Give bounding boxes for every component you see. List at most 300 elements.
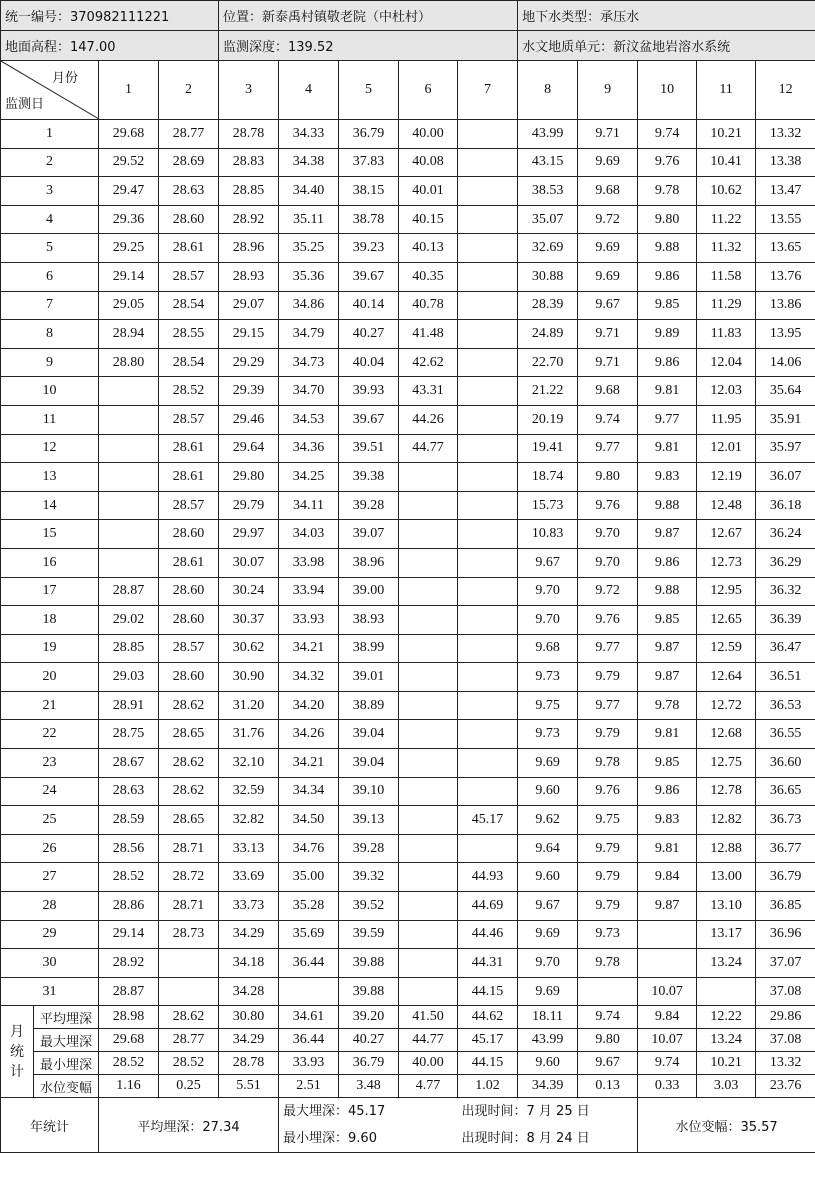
depth-value-cell: 38.53: [518, 177, 578, 206]
depth-value-cell: 38.93: [339, 606, 399, 635]
depth-value-cell: [458, 262, 518, 291]
depth-value-cell: 29.14: [99, 920, 159, 949]
yearly-occurrence-times: [458, 1098, 638, 1153]
depth-value-cell: 9.70: [518, 577, 578, 606]
depth-value-cell: 39.59: [339, 920, 399, 949]
day-number-cell: 30: [1, 949, 99, 978]
depth-value-cell: 29.02: [99, 606, 159, 635]
depth-value-cell: 44.93: [458, 863, 518, 892]
depth-value-cell: 34.73: [279, 348, 339, 377]
depth-value-cell: 33.94: [279, 577, 339, 606]
depth-value-cell: 39.23: [339, 234, 399, 263]
depth-value-cell: 36.73: [756, 806, 815, 835]
monthly-stat-value: 3.48: [339, 1075, 399, 1098]
day-number-cell: 25: [1, 806, 99, 835]
depth-value-cell: 38.15: [339, 177, 399, 206]
depth-value-cell: [638, 949, 697, 978]
depth-value-cell: 13.17: [697, 920, 756, 949]
monthly-stat-value: 10.21: [697, 1052, 756, 1075]
depth-value-cell: 9.71: [578, 120, 638, 149]
yearly-max-time: 出现时间：7 月 25 日: [461, 1104, 590, 1120]
day-row: [1, 548, 815, 577]
depth-value-cell: 36.39: [756, 606, 815, 635]
depth-value-cell: 28.91: [99, 691, 159, 720]
depth-value-cell: 39.52: [339, 892, 399, 921]
depth-value-cell: 11.29: [697, 291, 756, 320]
depth-value-cell: 29.80: [219, 463, 279, 492]
depth-value-cell: 45.17: [458, 806, 518, 835]
monthly-stat-value: 39.20: [339, 1006, 399, 1029]
depth-value-cell: 9.88: [638, 491, 697, 520]
depth-value-cell: 9.78: [578, 749, 638, 778]
depth-value-cell: 33.98: [279, 548, 339, 577]
depth-value-cell: 28.59: [99, 806, 159, 835]
month-axis-label: 月份: [51, 71, 78, 86]
depth-value-cell: 31.76: [219, 720, 279, 749]
monthly-stat-value: 28.62: [159, 1006, 219, 1029]
depth-value-cell: 39.10: [339, 777, 399, 806]
depth-value-cell: 12.88: [697, 834, 756, 863]
monthly-stat-value: 33.93: [279, 1052, 339, 1075]
depth-value-cell: 34.36: [279, 434, 339, 463]
depth-value-cell: 37.83: [339, 148, 399, 177]
depth-value-cell: 30.90: [219, 663, 279, 692]
depth-value-cell: 9.86: [638, 348, 697, 377]
depth-value-cell: 39.07: [339, 520, 399, 549]
monthly-stat-value: 34.39: [518, 1075, 578, 1098]
depth-value-cell: 13.95: [756, 320, 815, 349]
depth-value-cell: 28.87: [99, 977, 159, 1006]
yearly-average-depth: 平均埋深：27.34: [99, 1098, 279, 1153]
depth-value-cell: 28.62: [159, 691, 219, 720]
month-header-cell: 12: [756, 61, 815, 120]
depth-value-cell: 28.52: [99, 863, 159, 892]
depth-value-cell: 10.62: [697, 177, 756, 206]
depth-value-cell: 40.00: [399, 120, 458, 149]
monthly-stat-value: 9.80: [578, 1029, 638, 1052]
diagonal-header-cell: [1, 61, 99, 120]
depth-value-cell: 9.86: [638, 548, 697, 577]
depth-value-cell: 9.75: [578, 806, 638, 835]
day-row: [1, 720, 815, 749]
depth-value-cell: 9.78: [638, 177, 697, 206]
depth-value-cell: 14.06: [756, 348, 815, 377]
depth-value-cell: 29.15: [219, 320, 279, 349]
depth-value-cell: 24.89: [518, 320, 578, 349]
depth-value-cell: 37.08: [756, 977, 815, 1006]
depth-value-cell: 9.70: [518, 949, 578, 978]
depth-value-cell: 33.69: [219, 863, 279, 892]
day-row: [1, 148, 815, 177]
depth-value-cell: 9.73: [518, 720, 578, 749]
depth-value-cell: 9.78: [638, 691, 697, 720]
depth-value-cell: 28.60: [159, 663, 219, 692]
depth-value-cell: 9.67: [578, 291, 638, 320]
depth-value-cell: 39.01: [339, 663, 399, 692]
depth-value-cell: 33.13: [219, 834, 279, 863]
depth-value-cell: 9.79: [578, 834, 638, 863]
depth-value-cell: [458, 663, 518, 692]
depth-value-cell: 28.52: [159, 377, 219, 406]
depth-value-cell: 28.71: [159, 834, 219, 863]
depth-value-cell: 29.07: [219, 291, 279, 320]
depth-value-cell: 28.60: [159, 205, 219, 234]
depth-value-cell: 10.07: [638, 977, 697, 1006]
depth-value-cell: 28.62: [159, 777, 219, 806]
day-number-cell: 24: [1, 777, 99, 806]
depth-value-cell: 13.00: [697, 863, 756, 892]
depth-value-cell: 36.85: [756, 892, 815, 921]
monthly-stat-value: 9.60: [518, 1052, 578, 1075]
depth-value-cell: 11.83: [697, 320, 756, 349]
depth-value-cell: 9.81: [638, 720, 697, 749]
depth-value-cell: [99, 405, 159, 434]
depth-value-cell: 11.32: [697, 234, 756, 263]
depth-value-cell: 28.86: [99, 892, 159, 921]
day-row: [1, 949, 815, 978]
depth-value-cell: 34.11: [279, 491, 339, 520]
depth-value-cell: [458, 720, 518, 749]
month-header-cell: 4: [279, 61, 339, 120]
hydrogeologic-unit: 水文地质单元：新汶盆地岩溶水系统: [518, 31, 815, 61]
depth-value-cell: 9.76: [638, 148, 697, 177]
month-header-cell: 3: [219, 61, 279, 120]
depth-value-cell: [458, 148, 518, 177]
depth-value-cell: 39.28: [339, 491, 399, 520]
depth-value-cell: [399, 663, 458, 692]
depth-value-cell: [399, 634, 458, 663]
monthly-stat-value: 43.99: [518, 1029, 578, 1052]
depth-value-cell: 9.68: [578, 377, 638, 406]
depth-value-cell: 28.72: [159, 863, 219, 892]
monthly-stat-value: 1.02: [458, 1075, 518, 1098]
depth-value-cell: [458, 205, 518, 234]
monthly-stat-value: 34.61: [279, 1006, 339, 1029]
depth-value-cell: [458, 348, 518, 377]
monthly-stat-value: 45.17: [458, 1029, 518, 1052]
depth-value-cell: [399, 777, 458, 806]
depth-value-cell: 9.85: [638, 606, 697, 635]
day-number-cell: 14: [1, 491, 99, 520]
depth-value-cell: 36.24: [756, 520, 815, 549]
depth-value-cell: 29.36: [99, 205, 159, 234]
depth-value-cell: 9.69: [518, 749, 578, 778]
depth-value-cell: 9.79: [578, 863, 638, 892]
depth-value-cell: 30.07: [219, 548, 279, 577]
depth-value-cell: 12.72: [697, 691, 756, 720]
depth-value-cell: 28.96: [219, 234, 279, 263]
day-row: [1, 977, 815, 1006]
monthly-stat-value: 28.77: [159, 1029, 219, 1052]
depth-value-cell: 31.20: [219, 691, 279, 720]
depth-value-cell: [458, 834, 518, 863]
depth-value-cell: 34.18: [219, 949, 279, 978]
depth-value-cell: 28.57: [159, 491, 219, 520]
depth-value-cell: 9.88: [638, 234, 697, 263]
depth-value-cell: 40.08: [399, 148, 458, 177]
station-id: 统一编号：370982111221: [1, 1, 219, 31]
day-axis-label: 监测日: [5, 97, 45, 112]
depth-value-cell: 35.07: [518, 205, 578, 234]
monthly-stat-row: [1, 1075, 815, 1098]
depth-value-cell: 21.22: [518, 377, 578, 406]
depth-value-cell: [159, 949, 219, 978]
monthly-stats-group-char: 统: [10, 1043, 24, 1060]
depth-value-cell: 34.79: [279, 320, 339, 349]
day-number-cell: 27: [1, 863, 99, 892]
monthly-stat-value: 9.84: [638, 1006, 697, 1029]
yearly-max-min-depth: [279, 1098, 458, 1153]
day-number-cell: 12: [1, 434, 99, 463]
depth-value-cell: 9.89: [638, 320, 697, 349]
depth-value-cell: 28.85: [219, 177, 279, 206]
monthly-stat-value: 36.44: [279, 1029, 339, 1052]
depth-value-cell: 32.69: [518, 234, 578, 263]
depth-value-cell: 9.67: [518, 548, 578, 577]
monthly-stat-value: 41.50: [399, 1006, 458, 1029]
depth-value-cell: [99, 377, 159, 406]
depth-value-cell: 30.62: [219, 634, 279, 663]
depth-value-cell: 28.63: [159, 177, 219, 206]
day-number-cell: 19: [1, 634, 99, 663]
depth-value-cell: 28.69: [159, 148, 219, 177]
depth-value-cell: 9.78: [578, 949, 638, 978]
monthly-stat-value: 40.27: [339, 1029, 399, 1052]
depth-value-cell: 29.14: [99, 262, 159, 291]
month-header-cell: 7: [458, 61, 518, 120]
depth-value-cell: 9.72: [578, 205, 638, 234]
depth-value-cell: 13.38: [756, 148, 815, 177]
day-number-cell: 18: [1, 606, 99, 635]
month-header-row: [1, 61, 815, 120]
depth-value-cell: 36.29: [756, 548, 815, 577]
depth-value-cell: 35.28: [279, 892, 339, 921]
month-header-cell: 10: [638, 61, 697, 120]
depth-value-cell: 28.80: [99, 348, 159, 377]
depth-value-cell: 9.87: [638, 634, 697, 663]
depth-value-cell: 9.81: [638, 434, 697, 463]
day-number-cell: 2: [1, 148, 99, 177]
depth-value-cell: 36.53: [756, 691, 815, 720]
depth-value-cell: [458, 234, 518, 263]
depth-value-cell: 9.83: [638, 806, 697, 835]
depth-value-cell: 29.46: [219, 405, 279, 434]
monthly-stat-value: 44.15: [458, 1052, 518, 1075]
depth-value-cell: [399, 491, 458, 520]
day-number-cell: 5: [1, 234, 99, 263]
depth-value-cell: [99, 548, 159, 577]
day-number-cell: 31: [1, 977, 99, 1006]
monthly-stat-value: 9.74: [578, 1006, 638, 1029]
depth-value-cell: 28.60: [159, 520, 219, 549]
depth-value-cell: 28.94: [99, 320, 159, 349]
depth-value-cell: 40.35: [399, 262, 458, 291]
depth-value-cell: 28.92: [219, 205, 279, 234]
monthly-stat-label: 平均埋深: [34, 1006, 99, 1029]
day-row: [1, 749, 815, 778]
depth-value-cell: 28.60: [159, 577, 219, 606]
depth-value-cell: [279, 977, 339, 1006]
depth-value-cell: 11.58: [697, 262, 756, 291]
monthly-stat-value: 29.68: [99, 1029, 159, 1052]
depth-value-cell: 29.64: [219, 434, 279, 463]
depth-value-cell: 9.73: [578, 920, 638, 949]
depth-value-cell: 35.91: [756, 405, 815, 434]
depth-value-cell: 36.96: [756, 920, 815, 949]
monthly-stat-value: 10.07: [638, 1029, 697, 1052]
depth-value-cell: 13.55: [756, 205, 815, 234]
monthly-stat-value: 28.78: [219, 1052, 279, 1075]
month-header-cell: 1: [99, 61, 159, 120]
depth-value-cell: 12.78: [697, 777, 756, 806]
monthly-stats-group-label: [1, 1006, 34, 1098]
depth-value-cell: [99, 491, 159, 520]
depth-value-cell: 9.64: [518, 834, 578, 863]
depth-value-cell: 13.47: [756, 177, 815, 206]
depth-value-cell: 36.55: [756, 720, 815, 749]
depth-value-cell: 9.70: [518, 606, 578, 635]
depth-value-cell: 34.33: [279, 120, 339, 149]
depth-value-cell: 38.89: [339, 691, 399, 720]
depth-value-cell: 19.41: [518, 434, 578, 463]
depth-value-cell: [458, 377, 518, 406]
monthly-stat-value: 34.29: [219, 1029, 279, 1052]
day-row: [1, 520, 815, 549]
day-row: [1, 348, 815, 377]
monthly-stat-value: 18.11: [518, 1006, 578, 1029]
monthly-stat-value: 0.33: [638, 1075, 697, 1098]
depth-value-cell: 10.83: [518, 520, 578, 549]
depth-value-cell: 34.29: [219, 920, 279, 949]
yearly-stats-row: [1, 1098, 815, 1153]
depth-value-cell: 35.11: [279, 205, 339, 234]
depth-value-cell: 34.38: [279, 148, 339, 177]
month-header-cell: 5: [339, 61, 399, 120]
day-row: [1, 291, 815, 320]
depth-value-cell: 34.32: [279, 663, 339, 692]
depth-value-cell: 9.87: [638, 520, 697, 549]
depth-value-cell: 9.77: [638, 405, 697, 434]
day-number-cell: 11: [1, 405, 99, 434]
depth-value-cell: 12.48: [697, 491, 756, 520]
day-number-cell: 23: [1, 749, 99, 778]
depth-value-cell: 22.70: [518, 348, 578, 377]
day-row: [1, 777, 815, 806]
depth-value-cell: [458, 491, 518, 520]
depth-value-cell: 35.25: [279, 234, 339, 263]
depth-value-cell: [458, 405, 518, 434]
depth-value-cell: 34.20: [279, 691, 339, 720]
depth-value-cell: 29.79: [219, 491, 279, 520]
depth-value-cell: 28.65: [159, 806, 219, 835]
monthly-stat-value: 36.79: [339, 1052, 399, 1075]
depth-value-cell: 9.86: [638, 262, 697, 291]
day-row: [1, 834, 815, 863]
depth-value-cell: [399, 606, 458, 635]
day-number-cell: 7: [1, 291, 99, 320]
depth-value-cell: [399, 806, 458, 835]
month-header-cell: 9: [578, 61, 638, 120]
depth-value-cell: 9.81: [638, 834, 697, 863]
depth-value-cell: 36.79: [756, 863, 815, 892]
monthly-stat-value: 44.62: [458, 1006, 518, 1029]
depth-value-cell: [458, 434, 518, 463]
depth-value-cell: [399, 577, 458, 606]
depth-value-cell: 28.54: [159, 348, 219, 377]
depth-value-cell: 30.37: [219, 606, 279, 635]
depth-value-cell: 39.28: [339, 834, 399, 863]
depth-value-cell: 39.88: [339, 977, 399, 1006]
depth-value-cell: [458, 463, 518, 492]
day-number-cell: 8: [1, 320, 99, 349]
yearly-max-depth: 最大埋深：45.17: [283, 1104, 386, 1120]
monthly-stat-value: 4.77: [399, 1075, 458, 1098]
depth-value-cell: 34.21: [279, 749, 339, 778]
depth-value-cell: 40.27: [339, 320, 399, 349]
depth-value-cell: 40.15: [399, 205, 458, 234]
depth-value-cell: 12.73: [697, 548, 756, 577]
depth-value-cell: 34.21: [279, 634, 339, 663]
depth-value-cell: 13.24: [697, 949, 756, 978]
depth-value-cell: 9.74: [578, 405, 638, 434]
day-number-cell: 3: [1, 177, 99, 206]
depth-value-cell: 28.57: [159, 634, 219, 663]
depth-value-cell: 34.86: [279, 291, 339, 320]
depth-value-cell: 28.75: [99, 720, 159, 749]
day-row: [1, 463, 815, 492]
depth-value-cell: 41.48: [399, 320, 458, 349]
depth-value-cell: 33.93: [279, 606, 339, 635]
monthly-stat-label: 最大埋深: [34, 1029, 99, 1052]
depth-value-cell: 9.77: [578, 434, 638, 463]
depth-value-cell: 9.73: [518, 663, 578, 692]
depth-value-cell: 40.01: [399, 177, 458, 206]
depth-value-cell: 12.68: [697, 720, 756, 749]
depth-value-cell: 9.79: [578, 720, 638, 749]
depth-value-cell: 29.97: [219, 520, 279, 549]
depth-value-cell: 40.14: [339, 291, 399, 320]
monthly-stats-group-char: 计: [10, 1063, 24, 1080]
day-number-cell: 22: [1, 720, 99, 749]
depth-value-cell: 20.19: [518, 405, 578, 434]
depth-value-cell: 12.95: [697, 577, 756, 606]
depth-value-cell: 9.76: [578, 606, 638, 635]
day-number-cell: 6: [1, 262, 99, 291]
depth-value-cell: 28.56: [99, 834, 159, 863]
day-number-cell: 16: [1, 548, 99, 577]
depth-value-cell: [399, 463, 458, 492]
depth-value-cell: [399, 749, 458, 778]
depth-value-cell: 28.77: [159, 120, 219, 149]
depth-value-cell: 12.75: [697, 749, 756, 778]
monthly-stat-label: 最小埋深: [34, 1052, 99, 1075]
depth-value-cell: [697, 977, 756, 1006]
depth-value-cell: [638, 920, 697, 949]
monthly-stat-value: 29.86: [756, 1006, 815, 1029]
depth-value-cell: 28.73: [159, 920, 219, 949]
depth-value-cell: [399, 949, 458, 978]
depth-value-cell: 13.86: [756, 291, 815, 320]
depth-value-cell: 39.88: [339, 949, 399, 978]
depth-value-cell: 35.36: [279, 262, 339, 291]
depth-value-cell: 34.76: [279, 834, 339, 863]
depth-value-cell: 9.74: [638, 120, 697, 149]
depth-value-cell: 15.73: [518, 491, 578, 520]
depth-value-cell: 40.13: [399, 234, 458, 263]
depth-value-cell: 44.46: [458, 920, 518, 949]
depth-value-cell: [399, 691, 458, 720]
depth-value-cell: 28.83: [219, 148, 279, 177]
